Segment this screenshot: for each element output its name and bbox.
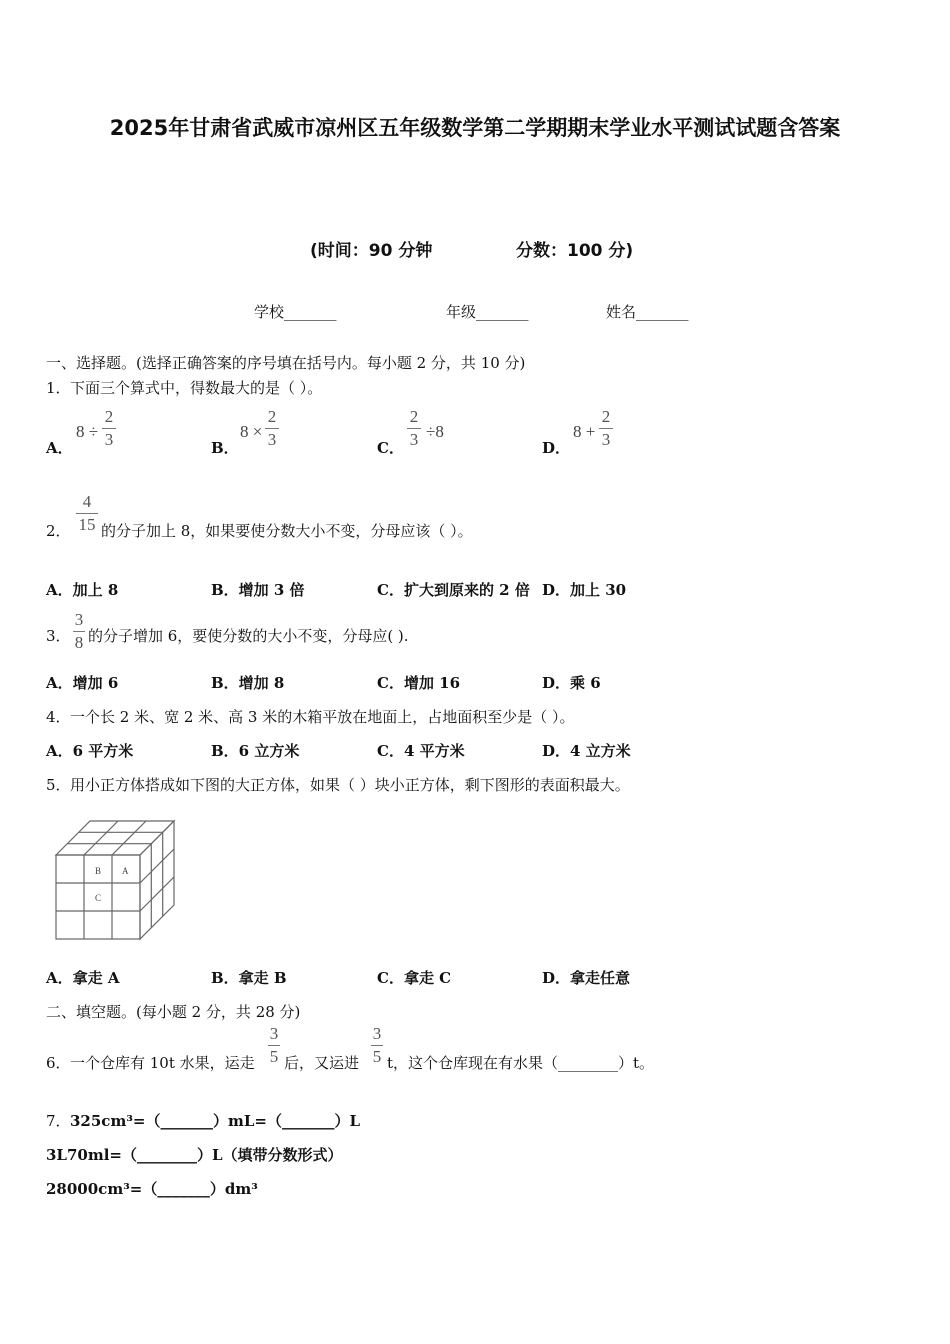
q3-option-a: A．增加 6 — [46, 674, 119, 692]
q4-option-a: A．6 平方米 — [46, 742, 134, 760]
grade-field: 年级_______ — [446, 303, 529, 321]
q6-number: 6． — [46, 1054, 71, 1072]
q3-fraction: 3 8 — [74, 610, 84, 652]
q4-text: 一个长 2 米、宽 2 米、高 3 米的木箱平放在地面上，占地面积至少是（ ）。 — [70, 708, 575, 726]
section-2-heading: 二、填空题。(每小题 2 分，共 28 分) — [46, 1003, 301, 1021]
q2-option-a: A．加上 8 — [46, 581, 119, 599]
cube-label-b: B — [95, 866, 102, 876]
page-title: 2025年甘肃省武威市凉州区五年级数学第二学期期末学业水平测试试题含答案 — [109, 116, 841, 140]
q3-number: 3． — [46, 627, 71, 645]
cube-label-a: A — [122, 866, 129, 876]
q2-text: 的分子加上 8，如果要使分数大小不变，分母应该（ ）。 — [101, 522, 473, 540]
q5-text: 用小正方体搭成如下图的大正方体，如果（ ）块小正方体，剩下图形的表面积最大。 — [70, 776, 630, 794]
option-expr: 8 × — [240, 422, 263, 441]
q4-option-c: C．4 平方米 — [377, 742, 465, 760]
fraction: 2 3 — [407, 408, 421, 449]
q3-option-b: B．增加 8 — [211, 674, 285, 692]
q6-text-3: t，这个仓库现在有水果（________）t。 — [387, 1054, 655, 1072]
option-label: B． — [211, 439, 239, 457]
q4-option-b: B．6 立方米 — [211, 742, 300, 760]
q5-number: 5． — [46, 776, 71, 794]
cube-figure — [50, 815, 180, 945]
q5-option-c: C．拿走 C — [377, 969, 452, 987]
q4-number: 4． — [46, 708, 71, 726]
q2-option-d: D．加上 30 — [542, 581, 627, 599]
fraction: 2 3 — [265, 408, 279, 449]
fraction: 2 3 — [599, 408, 613, 449]
q3-option-c: C．增加 16 — [377, 674, 461, 692]
q2-number: 2． — [46, 522, 71, 540]
q7-line-3: 28000cm³=（_______）dm³ — [46, 1180, 258, 1198]
q3-text: 的分子增加 6，要使分数的大小不变，分母应( ). — [88, 627, 409, 645]
q5-option-d: D．拿走任意 — [542, 969, 631, 987]
cube-label-c: C — [95, 893, 102, 903]
q1-number: 1． — [46, 379, 71, 397]
q7-number: 7． — [46, 1112, 71, 1130]
option-label: C． — [377, 439, 404, 457]
section-1-heading: 一、选择题。(选择正确答案的序号填在括号内。每小题 2 分，共 10 分) — [46, 354, 526, 372]
q6-text-1: 一个仓库有 10t 水果，运走 — [70, 1054, 255, 1072]
q7-line-2: 3L70ml=（________）L（填带分数形式） — [46, 1146, 343, 1164]
exam-time: (时间：90 分钟 — [310, 241, 433, 261]
q4-option-d: D．4 立方米 — [542, 742, 631, 760]
q2-fraction: 4 15 — [76, 493, 98, 534]
q5-option-a: A．拿走 A — [46, 969, 120, 987]
option-expr: 8 ÷ — [76, 422, 99, 441]
q6-text-2: 后，又运进 — [284, 1054, 360, 1072]
q6-fraction-2: 3 5 — [372, 1024, 382, 1066]
q5-option-b: B．拿走 B — [211, 969, 287, 987]
cube-right-face — [140, 821, 174, 939]
q3-option-d: D．乘 6 — [542, 674, 601, 692]
option-label: D． — [542, 439, 571, 457]
q2-option-b: B．增加 3 倍 — [211, 581, 305, 599]
q6-fraction-1: 3 5 — [269, 1024, 279, 1066]
q1-text: 下面三个算式中，得数最大的是（ ）。 — [70, 379, 323, 397]
exam-score: 分数：100 分) — [516, 241, 634, 261]
name-field: 姓名_______ — [606, 303, 689, 321]
school-field: 学校_______ — [254, 303, 337, 321]
q7-line-1: 325cm³=（_______）mL=（_______）L — [70, 1112, 360, 1130]
fraction: 2 3 — [102, 408, 116, 449]
option-label: A． — [46, 439, 73, 457]
option-expr: 8 + — [573, 422, 596, 441]
q2-option-c: C．扩大到原来的 2 倍 — [377, 581, 530, 599]
option-expr: ÷8 — [426, 422, 444, 441]
